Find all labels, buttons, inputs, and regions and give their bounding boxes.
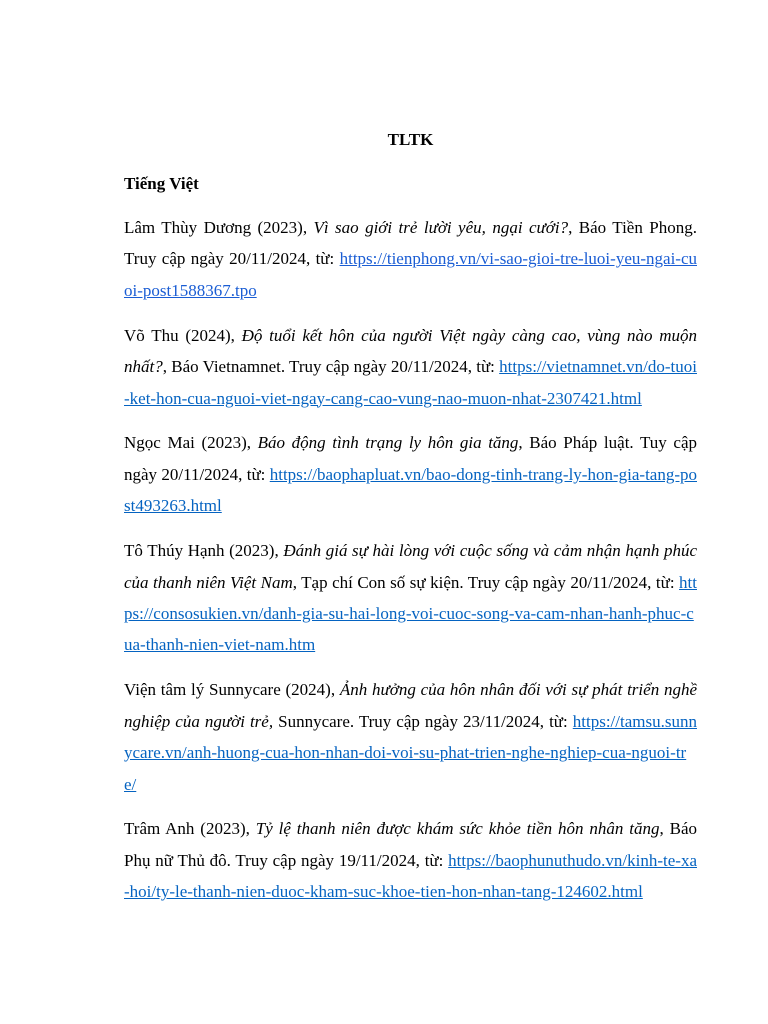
reference-source: , Báo Vietnamnet. Truy cập ngày 20/11/2024, từ: — [162, 357, 500, 377]
section-heading: Tiếng Việt — [124, 174, 199, 193]
reference-title: Tỷ lệ thanh niên được khám sức khỏe tiền hôn nhân tăng — [255, 819, 660, 839]
reference-author: Ngọc Mai (2023), — [124, 433, 258, 453]
reference-source: , Tạp chí Con số sự kiện. Truy cập ngày 20/11/2024, từ: — [292, 572, 680, 592]
reference-link[interactable]: https://consosukien.vn/danh-gia-su-hai-long-voi-cuoc-song-va-cam-nhan-hanh-phuc-cua-thanh-nien-viet-nam.htm — [124, 572, 697, 655]
document-page — [124, 124, 697, 921]
reference-author: Tô Thúy Hạnh (2023), — [124, 541, 284, 561]
reference-title: Ảnh hưởng của hôn nhân đối với sự phát triển nghề nghiệp của người trẻ, — [124, 680, 697, 731]
reference-entry-1 — [124, 212, 697, 306]
reference-author: Lâm Thùy Dương (2023), — [124, 218, 314, 237]
reference-title: Độ tuổi kết hôn của người Việt ngày càng cao, vùng nào muộn nhất? — [124, 325, 697, 377]
reference-author: Võ Thu (2024), — [124, 325, 242, 345]
reference-entry-3 — [124, 427, 697, 521]
reference-source: , Báo Phụ nữ Thủ đô. Truy cập ngày 19/11/2024, từ: — [124, 819, 697, 870]
document-title: TLTK — [387, 130, 434, 149]
reference-title: Báo động tình trạng ly hôn gia tăng — [257, 433, 519, 453]
reference-source: Sunnycare. Truy cập ngày 23/11/2024, từ: — [273, 711, 573, 731]
reference-entry-6 — [124, 813, 697, 907]
reference-entry-4 — [124, 535, 697, 661]
reference-source: , Báo Pháp luật. Tuy cập ngày 20/11/2024, từ: — [124, 433, 697, 484]
reference-link[interactable]: https://tienphong.vn/vi-sao-gioi-tre-luoi-yeu-ngai-cuoi-post1588367.tpo — [124, 249, 697, 300]
reference-link[interactable]: https://vietnamnet.vn/do-tuoi-ket-hon-cua-nguoi-viet-ngay-cang-cao-vung-nao-muon-nhat-2307421.html — [124, 357, 697, 408]
reference-link[interactable]: https://tamsu.sunnycare.vn/anh-huong-cua-hon-nhan-doi-voi-su-phat-trien-nghe-nghiep-cua-nguoi-tre/ — [124, 711, 697, 794]
reference-title: Đánh giá sự hài lòng với cuộc sống và cảm nhận hạnh phúc của thanh niên Việt Nam — [124, 541, 698, 592]
reference-author: Trâm Anh (2023), — [124, 819, 256, 839]
reference-title: Vì sao giới trẻ lười yêu, ngại cưới? — [313, 218, 569, 237]
reference-link[interactable]: https://baophapluat.vn/bao-dong-tinh-trang-ly-hon-gia-tang-post493263.html — [124, 464, 697, 516]
reference-source: , Báo Tiền Phong. Truy cập ngày 20/11/2024, từ: — [124, 218, 697, 269]
reference-entry-5 — [124, 674, 697, 800]
reference-link[interactable]: https://baophunuthudo.vn/kinh-te-xa-hoi/ty-le-thanh-nien-duoc-kham-suc-khoe-tien-hon-nhan-tang-124602.html — [124, 850, 697, 902]
reference-author: Viện tâm lý Sunnycare (2024), — [124, 680, 340, 700]
reference-entry-2 — [124, 320, 697, 414]
